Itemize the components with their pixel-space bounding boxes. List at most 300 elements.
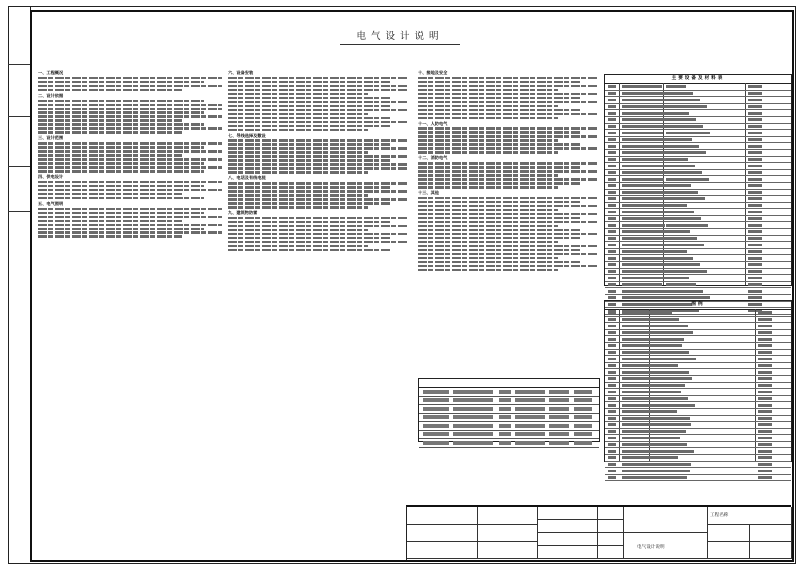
section-heading: 十三、其他 bbox=[418, 190, 439, 195]
table-cell bbox=[608, 138, 616, 141]
note-text-line bbox=[38, 228, 204, 231]
table-cell bbox=[608, 211, 616, 214]
margin-divider bbox=[8, 166, 30, 167]
note-text-line bbox=[228, 147, 408, 150]
title-block-cell bbox=[749, 524, 792, 542]
table-cell bbox=[666, 277, 689, 280]
table-cell bbox=[758, 417, 772, 420]
table-cell bbox=[758, 463, 772, 466]
table-cell bbox=[666, 211, 694, 214]
note-text-line bbox=[418, 225, 558, 228]
note-text-line bbox=[418, 257, 558, 260]
table-cell bbox=[499, 398, 511, 402]
table-row bbox=[605, 91, 791, 98]
table-cell bbox=[758, 437, 772, 440]
table-cell bbox=[549, 424, 569, 428]
table-row bbox=[419, 439, 599, 448]
table-cell bbox=[652, 476, 672, 479]
table-row bbox=[605, 130, 791, 137]
table-row bbox=[605, 448, 791, 455]
table-row bbox=[605, 323, 791, 330]
table-cell bbox=[748, 184, 762, 187]
note-text-line bbox=[38, 131, 182, 134]
note-text-line bbox=[38, 81, 204, 84]
table-cell bbox=[652, 338, 675, 341]
table-row bbox=[605, 275, 791, 282]
table-row bbox=[605, 422, 791, 429]
table-cell bbox=[549, 390, 569, 394]
table-cell bbox=[608, 250, 616, 253]
table-cell bbox=[652, 410, 677, 413]
table-cell bbox=[758, 423, 772, 426]
table-row bbox=[605, 389, 791, 396]
note-text-line bbox=[418, 205, 598, 208]
table-cell bbox=[608, 410, 616, 413]
title-block-cell bbox=[597, 519, 624, 533]
table-cell bbox=[423, 415, 449, 419]
note-text-line bbox=[228, 217, 408, 220]
sheet-title-cell bbox=[623, 532, 708, 559]
note-text-line bbox=[228, 190, 408, 193]
note-text-line bbox=[38, 85, 222, 88]
table-cell bbox=[748, 204, 762, 207]
title-block-cell bbox=[537, 545, 598, 559]
table-cell bbox=[652, 397, 688, 400]
table-cell bbox=[608, 118, 616, 121]
table-cell bbox=[666, 158, 688, 161]
table-cell bbox=[608, 391, 616, 394]
table-cell bbox=[748, 85, 762, 88]
note-text-line bbox=[418, 265, 598, 268]
note-text-line bbox=[418, 201, 580, 204]
table-row bbox=[605, 84, 791, 91]
section-heading: 十一、人防电气 bbox=[418, 120, 448, 126]
table-cell bbox=[748, 296, 762, 299]
table-cell bbox=[748, 178, 762, 181]
note-text-line bbox=[38, 197, 204, 200]
note-text-line bbox=[418, 178, 598, 181]
table-cell bbox=[652, 463, 683, 466]
table-row bbox=[605, 416, 791, 423]
table-cell bbox=[608, 476, 616, 479]
table-cell bbox=[748, 224, 762, 227]
note-text-line bbox=[228, 241, 408, 244]
table-cell bbox=[666, 244, 704, 247]
note-text-line bbox=[228, 249, 390, 252]
note-text-line bbox=[38, 100, 204, 103]
table-cell bbox=[748, 217, 762, 220]
note-text-line bbox=[418, 174, 558, 177]
table-cell bbox=[608, 358, 616, 361]
table-cell bbox=[608, 178, 616, 181]
table-cell bbox=[666, 99, 700, 102]
note-text-line bbox=[228, 163, 408, 166]
note-text-line bbox=[228, 225, 408, 228]
table-cell bbox=[666, 105, 707, 108]
note-text-line bbox=[418, 253, 598, 256]
note-text-line bbox=[38, 146, 204, 149]
note-text-line bbox=[228, 202, 390, 205]
table-cell bbox=[748, 244, 762, 247]
table-cell bbox=[453, 390, 493, 394]
table-row bbox=[419, 388, 599, 397]
table-cell bbox=[666, 132, 710, 135]
note-text-line bbox=[418, 213, 598, 216]
table-cell bbox=[652, 450, 694, 453]
table-cell bbox=[748, 145, 762, 148]
note-text-line bbox=[418, 77, 598, 80]
table-cell bbox=[748, 99, 762, 102]
table-cell bbox=[608, 450, 616, 453]
table-cell bbox=[608, 158, 616, 161]
table-cell bbox=[453, 407, 493, 411]
table-cell bbox=[453, 398, 493, 402]
section-heading: 二、设计依据 bbox=[38, 92, 64, 98]
note-text-line bbox=[418, 101, 598, 104]
table-cell bbox=[748, 277, 762, 280]
table-row bbox=[605, 203, 791, 210]
table-row bbox=[605, 435, 791, 442]
load-calc-table bbox=[418, 378, 600, 442]
note-text-line bbox=[228, 109, 408, 112]
section-heading: 九、建筑物防雷 bbox=[228, 209, 258, 215]
note-text-line bbox=[228, 125, 390, 128]
table-cell bbox=[574, 441, 592, 445]
note-text-line bbox=[418, 97, 580, 100]
note-text-line bbox=[38, 158, 222, 161]
note-text-line bbox=[228, 186, 390, 189]
table-cell bbox=[666, 191, 698, 194]
table-cell bbox=[652, 358, 696, 361]
table-cell bbox=[608, 92, 616, 95]
table-cell bbox=[574, 390, 592, 394]
table-cell bbox=[758, 391, 772, 394]
note-text-line bbox=[418, 245, 598, 248]
note-text-line bbox=[418, 237, 580, 240]
table-cell bbox=[453, 441, 493, 445]
note-text-line bbox=[228, 93, 368, 96]
table-row bbox=[605, 363, 791, 370]
table-cell bbox=[666, 151, 706, 154]
table-row bbox=[605, 350, 791, 357]
table-row bbox=[605, 170, 791, 177]
table-cell bbox=[748, 118, 762, 121]
margin-divider bbox=[8, 211, 30, 212]
title-block-cell bbox=[623, 507, 708, 533]
note-text-line bbox=[38, 162, 204, 165]
note-text-line bbox=[228, 129, 368, 132]
table-cell bbox=[608, 430, 616, 433]
note-text-line bbox=[418, 151, 558, 154]
note-text-line bbox=[38, 104, 222, 107]
notes-column-1 bbox=[38, 70, 222, 239]
table-row bbox=[605, 110, 791, 117]
table-cell bbox=[622, 132, 663, 135]
table-cell bbox=[748, 125, 762, 128]
table-cell bbox=[608, 437, 616, 440]
section-heading: 七、导线选择及敷设 bbox=[228, 132, 266, 138]
table-cell bbox=[666, 290, 703, 293]
margin-divider bbox=[8, 64, 30, 65]
table-cell bbox=[608, 463, 616, 466]
table-row bbox=[605, 255, 791, 262]
section-heading: 三、设计范围 bbox=[38, 135, 64, 141]
table-cell bbox=[453, 415, 493, 419]
table-cell bbox=[758, 331, 772, 334]
table-cell bbox=[748, 132, 762, 135]
table-row bbox=[605, 383, 791, 390]
note-text-line bbox=[38, 115, 222, 118]
table-cell bbox=[608, 371, 616, 374]
table-cell bbox=[748, 237, 762, 240]
table-cell bbox=[758, 338, 772, 341]
table-cell bbox=[574, 432, 592, 436]
table-cell bbox=[608, 85, 616, 88]
note-text-line bbox=[418, 105, 558, 108]
note-text-line bbox=[38, 119, 182, 122]
table-row bbox=[605, 356, 791, 363]
table-cell bbox=[666, 171, 702, 174]
table-cell bbox=[622, 118, 667, 121]
table-row bbox=[605, 229, 791, 236]
table-cell bbox=[666, 165, 695, 168]
table-cell bbox=[748, 151, 762, 154]
table-cell bbox=[652, 325, 686, 328]
table-cell bbox=[608, 331, 616, 334]
table-cell bbox=[652, 404, 695, 407]
table-cell bbox=[758, 371, 772, 374]
table-cell bbox=[608, 364, 616, 367]
note-text-line bbox=[228, 101, 408, 104]
table-cell bbox=[748, 138, 762, 141]
table-cell bbox=[748, 171, 762, 174]
table-cell bbox=[608, 384, 616, 387]
table-cell bbox=[622, 85, 662, 88]
note-text-line bbox=[228, 151, 368, 154]
note-text-line bbox=[228, 229, 368, 232]
note-text-line bbox=[418, 81, 580, 84]
note-text-line bbox=[228, 221, 390, 224]
table-cell bbox=[423, 432, 449, 436]
table-row bbox=[605, 442, 791, 449]
table-cell bbox=[758, 404, 772, 407]
table-cell bbox=[758, 358, 772, 361]
note-text-line bbox=[228, 89, 408, 92]
table-cell bbox=[748, 250, 762, 253]
table-cell bbox=[666, 283, 696, 286]
project-label: 工程名称 bbox=[710, 513, 729, 518]
table-cell bbox=[748, 211, 762, 214]
table-cell bbox=[499, 415, 511, 419]
table-cell bbox=[666, 178, 709, 181]
table-row bbox=[605, 262, 791, 269]
note-text-line bbox=[228, 143, 390, 146]
table-cell bbox=[608, 132, 616, 135]
table-cell bbox=[622, 257, 670, 260]
table-cell bbox=[622, 105, 671, 108]
table-cell bbox=[758, 311, 772, 314]
table-row bbox=[605, 242, 791, 249]
note-text-line bbox=[418, 143, 580, 146]
note-text-line bbox=[38, 77, 222, 80]
title-block-cell bbox=[537, 519, 598, 533]
table-cell bbox=[515, 398, 545, 402]
table-cell bbox=[758, 456, 772, 459]
title-block-cell bbox=[597, 532, 624, 546]
table-cell bbox=[748, 263, 762, 266]
table-row bbox=[605, 330, 791, 337]
table-cell bbox=[666, 263, 700, 266]
table-cell bbox=[666, 250, 686, 253]
table-cell bbox=[622, 224, 665, 227]
table-cell bbox=[574, 415, 592, 419]
table-cell bbox=[608, 423, 616, 426]
table-cell bbox=[515, 407, 545, 411]
table-cell bbox=[423, 390, 449, 394]
table-cell bbox=[758, 377, 772, 380]
note-text-line bbox=[418, 233, 598, 236]
note-text-line bbox=[228, 117, 390, 120]
note-text-line bbox=[228, 245, 368, 248]
table-cell bbox=[666, 145, 699, 148]
table-cell bbox=[574, 424, 592, 428]
table-row bbox=[605, 196, 791, 203]
note-text-line bbox=[418, 197, 598, 200]
title-block-cell bbox=[407, 507, 478, 525]
table-cell bbox=[758, 450, 772, 453]
note-text-line bbox=[418, 170, 598, 173]
table-row bbox=[419, 422, 599, 431]
section-heading: 四、供电设计 bbox=[38, 174, 64, 180]
table-cell bbox=[608, 224, 616, 227]
drawing-title: 电气设计说明 bbox=[356, 31, 444, 42]
table-cell bbox=[758, 325, 772, 328]
legend-table bbox=[604, 300, 792, 462]
table-cell bbox=[608, 191, 616, 194]
table-row bbox=[605, 209, 791, 216]
table-row bbox=[605, 222, 791, 229]
section-heading: 一、工程概况 bbox=[38, 70, 64, 75]
note-text-line bbox=[418, 229, 580, 232]
note-text-line bbox=[38, 108, 222, 111]
note-text-line bbox=[418, 131, 580, 134]
table-cell bbox=[608, 325, 616, 328]
table-cell bbox=[622, 270, 666, 273]
material-list-table bbox=[604, 74, 792, 286]
note-text-line bbox=[38, 189, 222, 192]
table-cell bbox=[652, 311, 672, 314]
table-cell bbox=[652, 456, 676, 459]
title-block-cell bbox=[707, 541, 750, 559]
table-cell bbox=[758, 443, 772, 446]
sheet-title: 电气设计说明 bbox=[637, 545, 665, 550]
table-cell bbox=[499, 390, 511, 394]
note-text-line bbox=[38, 231, 222, 234]
note-text-line bbox=[418, 186, 558, 189]
table-cell bbox=[608, 99, 616, 102]
note-text-line bbox=[418, 135, 598, 138]
note-text-line bbox=[418, 113, 598, 116]
note-text-line bbox=[228, 97, 390, 100]
table-cell bbox=[423, 441, 449, 445]
table-cell bbox=[608, 443, 616, 446]
table-row bbox=[605, 183, 791, 190]
title-block-cell bbox=[407, 524, 478, 542]
table-cell bbox=[574, 398, 592, 402]
note-text-line bbox=[228, 182, 408, 185]
table-cell bbox=[608, 351, 616, 354]
table-cell bbox=[608, 257, 616, 260]
title-block bbox=[406, 505, 791, 560]
note-text-line bbox=[38, 170, 204, 173]
table-row bbox=[605, 104, 791, 111]
title-block-cell bbox=[407, 541, 478, 559]
table-row bbox=[605, 317, 791, 324]
table-cell bbox=[622, 178, 664, 181]
table-cell bbox=[453, 432, 493, 436]
table-cell bbox=[748, 112, 762, 115]
table-cell bbox=[666, 85, 686, 88]
note-text-line bbox=[418, 85, 598, 88]
table-cell bbox=[652, 437, 680, 440]
project-name-cell bbox=[707, 507, 792, 525]
table-cell bbox=[652, 391, 681, 394]
table-cell bbox=[608, 230, 616, 233]
legend-title: 图例 bbox=[605, 301, 791, 310]
table-cell bbox=[515, 424, 545, 428]
table-cell bbox=[608, 237, 616, 240]
table-cell bbox=[423, 407, 449, 411]
table-cell bbox=[608, 197, 616, 200]
title-block-cell bbox=[749, 541, 792, 559]
table-cell bbox=[608, 217, 616, 220]
section-heading: 十、接地及安全 bbox=[418, 70, 448, 75]
table-cell bbox=[499, 432, 511, 436]
table-cell bbox=[758, 364, 772, 367]
note-text-line bbox=[228, 171, 368, 174]
note-text-line bbox=[228, 194, 368, 197]
table-row bbox=[605, 468, 791, 475]
material-list-title: 主要设备及材料表 bbox=[605, 75, 791, 84]
note-text-line bbox=[228, 105, 390, 108]
section-heading: 八、电话及有线电视 bbox=[228, 175, 266, 181]
table-cell bbox=[608, 277, 616, 280]
table-row bbox=[419, 431, 599, 440]
table-cell bbox=[748, 257, 762, 260]
table-row bbox=[605, 269, 791, 276]
table-row bbox=[605, 310, 791, 317]
table-cell bbox=[608, 290, 616, 293]
section-heading: 十二、消防电气 bbox=[418, 155, 448, 161]
title-block-cell bbox=[477, 524, 538, 542]
title-underline bbox=[340, 44, 460, 45]
table-cell bbox=[608, 456, 616, 459]
section-heading: 五、电气照明 bbox=[38, 200, 64, 206]
table-row bbox=[605, 343, 791, 350]
table-cell bbox=[666, 138, 692, 141]
table-row bbox=[605, 97, 791, 104]
table-row bbox=[605, 124, 791, 131]
table-cell bbox=[549, 441, 569, 445]
table-row bbox=[605, 369, 791, 376]
note-text-line bbox=[228, 198, 408, 201]
table-cell bbox=[608, 171, 616, 174]
table-cell bbox=[608, 283, 616, 286]
table-cell bbox=[622, 151, 672, 154]
table-row bbox=[605, 475, 791, 482]
table-cell bbox=[608, 112, 616, 115]
note-text-line bbox=[418, 93, 598, 96]
